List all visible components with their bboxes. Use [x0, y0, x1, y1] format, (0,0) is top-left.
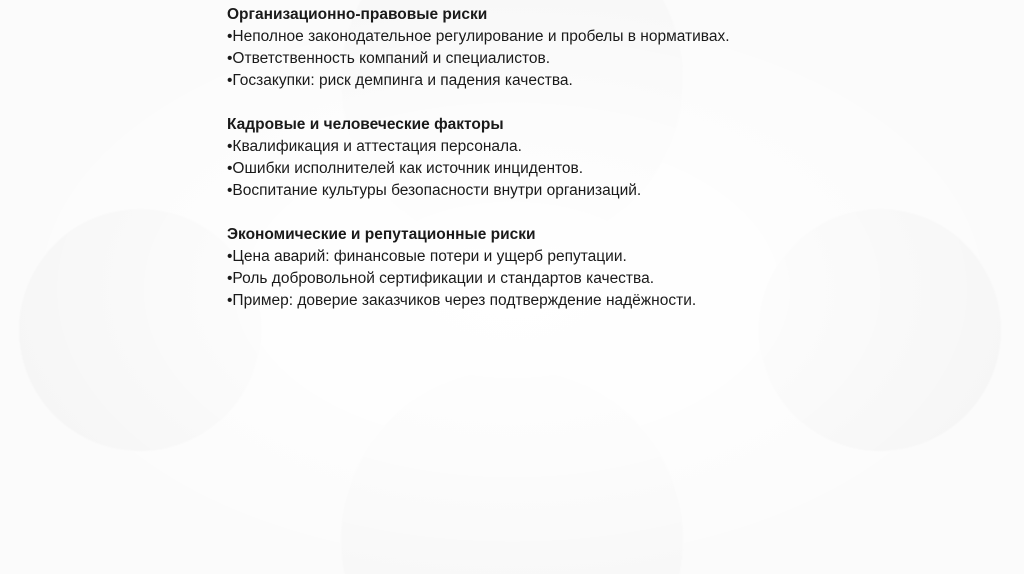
slide-content	[227, 4, 787, 334]
bullet-item: •Неполное законодательное регулирование и пробелы в нормативах.	[227, 28, 730, 45]
section-title: Организационно-правовые риски	[227, 6, 488, 23]
bullet-item: •Ответственность компаний и специалистов.	[227, 50, 551, 67]
bullet-item: •Воспитание культуры безопасности внутри организаций.	[227, 182, 642, 199]
bullet-item: •Квалификация и аттестация персонала.	[227, 138, 522, 155]
section-title: Экономические и репутационные риски	[227, 226, 536, 243]
bullet-item: •Пример: доверие заказчиков через подтверждение надёжности.	[227, 292, 697, 309]
section-title: Кадровые и человеческие факторы	[227, 116, 504, 133]
section-economic-risks	[227, 224, 787, 312]
bullet-item: •Госзакупки: риск демпинга и падения качества.	[227, 72, 573, 89]
bullet-item: •Ошибки исполнителей как источник инцидентов.	[227, 160, 584, 177]
section-human-factors	[227, 114, 787, 202]
bullet-item: •Цена аварий: финансовые потери и ущерб репутации.	[227, 248, 627, 265]
bullet-item: •Роль добровольной сертификации и стандартов качества.	[227, 270, 655, 287]
section-legal-risks	[227, 4, 787, 92]
